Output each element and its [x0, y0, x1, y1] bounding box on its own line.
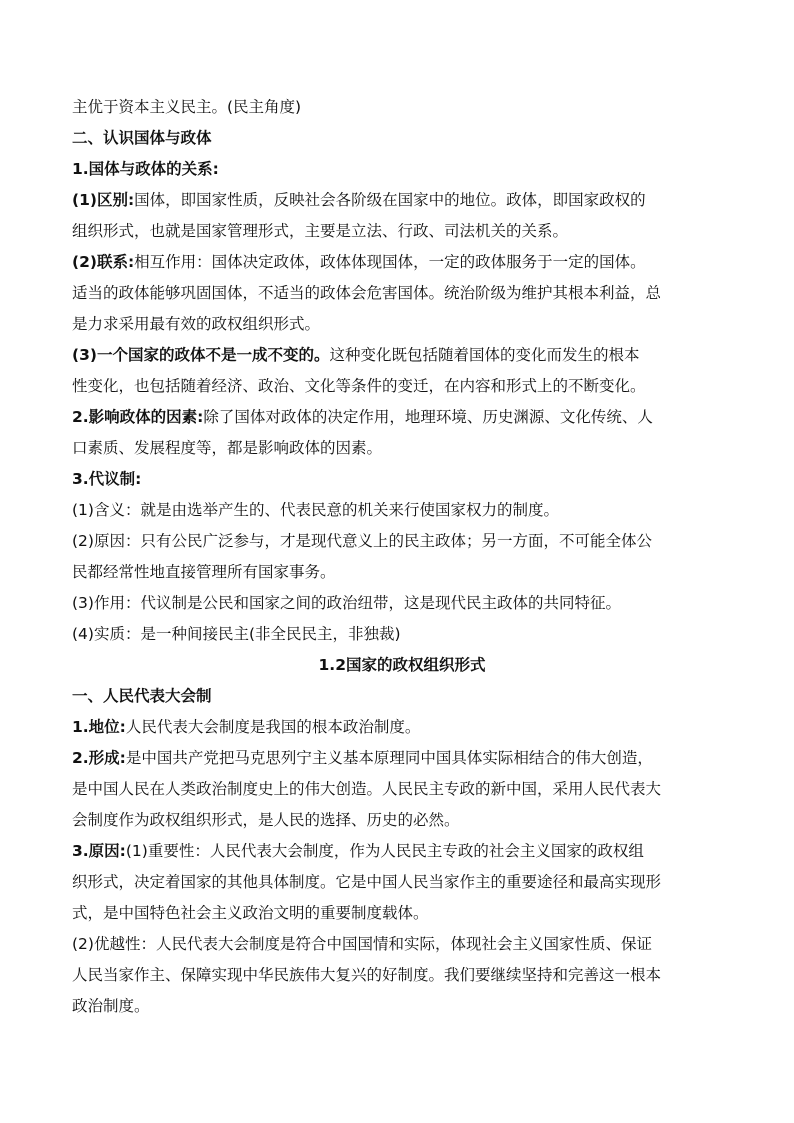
paragraph-line: 主优于资本主义民主。(民主角度)	[72, 98, 302, 116]
paragraph-line	[72, 712, 732, 743]
paragraph-line: 性变化，也包括随着经济、政治、文化等条件的变迁，在内容和形式上的不断变化。	[72, 377, 646, 395]
item-label: 2.形成:	[72, 749, 126, 767]
item-label: (1)区别:	[72, 191, 135, 209]
subsection-heading: 3.代议制:	[72, 470, 142, 488]
paragraph-line	[72, 402, 732, 433]
item-text: 这种变化既包括随着国体的变化而发生的根本	[329, 346, 640, 364]
item-text: 相互作用：国体决定政体，政体体现国体，一定的政体服务于一定的国体。	[134, 253, 646, 271]
paragraph-line	[72, 836, 732, 867]
paragraph-line: 适当的政体能够巩固国体，不适当的政体会危害国体。统治阶级为维护其根本利益，总	[72, 284, 662, 302]
section-heading: 一、人民代表大会制	[72, 687, 212, 705]
item-text: 国体，即国家性质，反映社会各阶级在国家中的地位。政体，即国家政权的	[134, 191, 646, 209]
paragraph-line: 口素质、发展程度等，都是影响政体的因素。	[72, 439, 383, 457]
paragraph-line: (2)优越性：人民代表大会制度是符合中国国情和实际，体现社会主义国家性质、保证	[72, 935, 652, 953]
paragraph-line: 会制度作为政权组织形式，是人民的选择、历史的必然。	[72, 811, 460, 829]
paragraph-line: (2)原因：只有公民广泛参与，才是现代意义上的民主政体；另一方面，不可能全体公	[72, 532, 652, 550]
item-text: 是中国共产党把马克思列宁主义基本原理同中国具体实际相结合的伟大创造，	[125, 749, 653, 767]
item-label: (2)联系:	[72, 253, 135, 271]
document-body	[72, 92, 732, 1022]
paragraph-line	[72, 185, 732, 216]
paragraph-line: (4)实质：是一种间接民主(非全民民主，非独裁)	[72, 625, 401, 643]
paragraph-line: 是中国人民在人类政治制度史上的伟大创造。人民民主专政的新中国，采用人民代表大	[72, 780, 662, 798]
paragraph-line: (3)作用：代议制是公民和国家之间的政治纽带，这是现代民主政体的共同特征。	[72, 594, 621, 612]
paragraph-line: 民都经常性地直接管理所有国家事务。	[72, 563, 336, 581]
paragraph-line: 政治制度。	[72, 997, 150, 1015]
item-label: 3.原因:	[72, 842, 126, 860]
paragraph-line: 组织形式，也就是国家管理形式，主要是立法、行政、司法机关的关系。	[72, 222, 569, 240]
item-text: (1)重要性：人民代表大会制度，作为人民民主专政的社会主义国家的政权组	[125, 842, 644, 860]
subsection-heading: 1.国体与政体的关系:	[72, 160, 219, 178]
paragraph-line: 人民当家作主、保障实现中华民族伟大复兴的好制度。我们要继续坚持和完善这一根本	[72, 966, 662, 984]
item-text: 除了国体对政体的决定作用，地理环境、历史渊源、文化传统、人	[203, 408, 653, 426]
item-label: 2.影响政体的因素:	[72, 408, 204, 426]
lesson-title: 1.2国家的政权组织形式	[318, 656, 486, 674]
section-heading: 二、认识国体与政体	[72, 129, 212, 147]
item-text: 人民代表大会制度是我国的根本政治制度。	[125, 718, 421, 736]
paragraph-line: 织形式，决定着国家的其他具体制度。它是中国人民当家作主的重要途径和最高实现形	[72, 873, 662, 891]
item-label: 1.地位:	[72, 718, 126, 736]
paragraph-line	[72, 743, 732, 774]
item-label: (3)一个国家的政体不是一成不变的。	[72, 346, 330, 364]
paragraph-line: 式，是中国特色社会主义政治文明的重要制度载体。	[72, 904, 429, 922]
paragraph-line	[72, 247, 732, 278]
paragraph-line	[72, 340, 732, 371]
paragraph-line: 是力求采用最有效的政权组织形式。	[72, 315, 321, 333]
paragraph-line: (1)含义：就是由选举产生的、代表民意的机关来行使国家权力的制度。	[72, 501, 559, 519]
